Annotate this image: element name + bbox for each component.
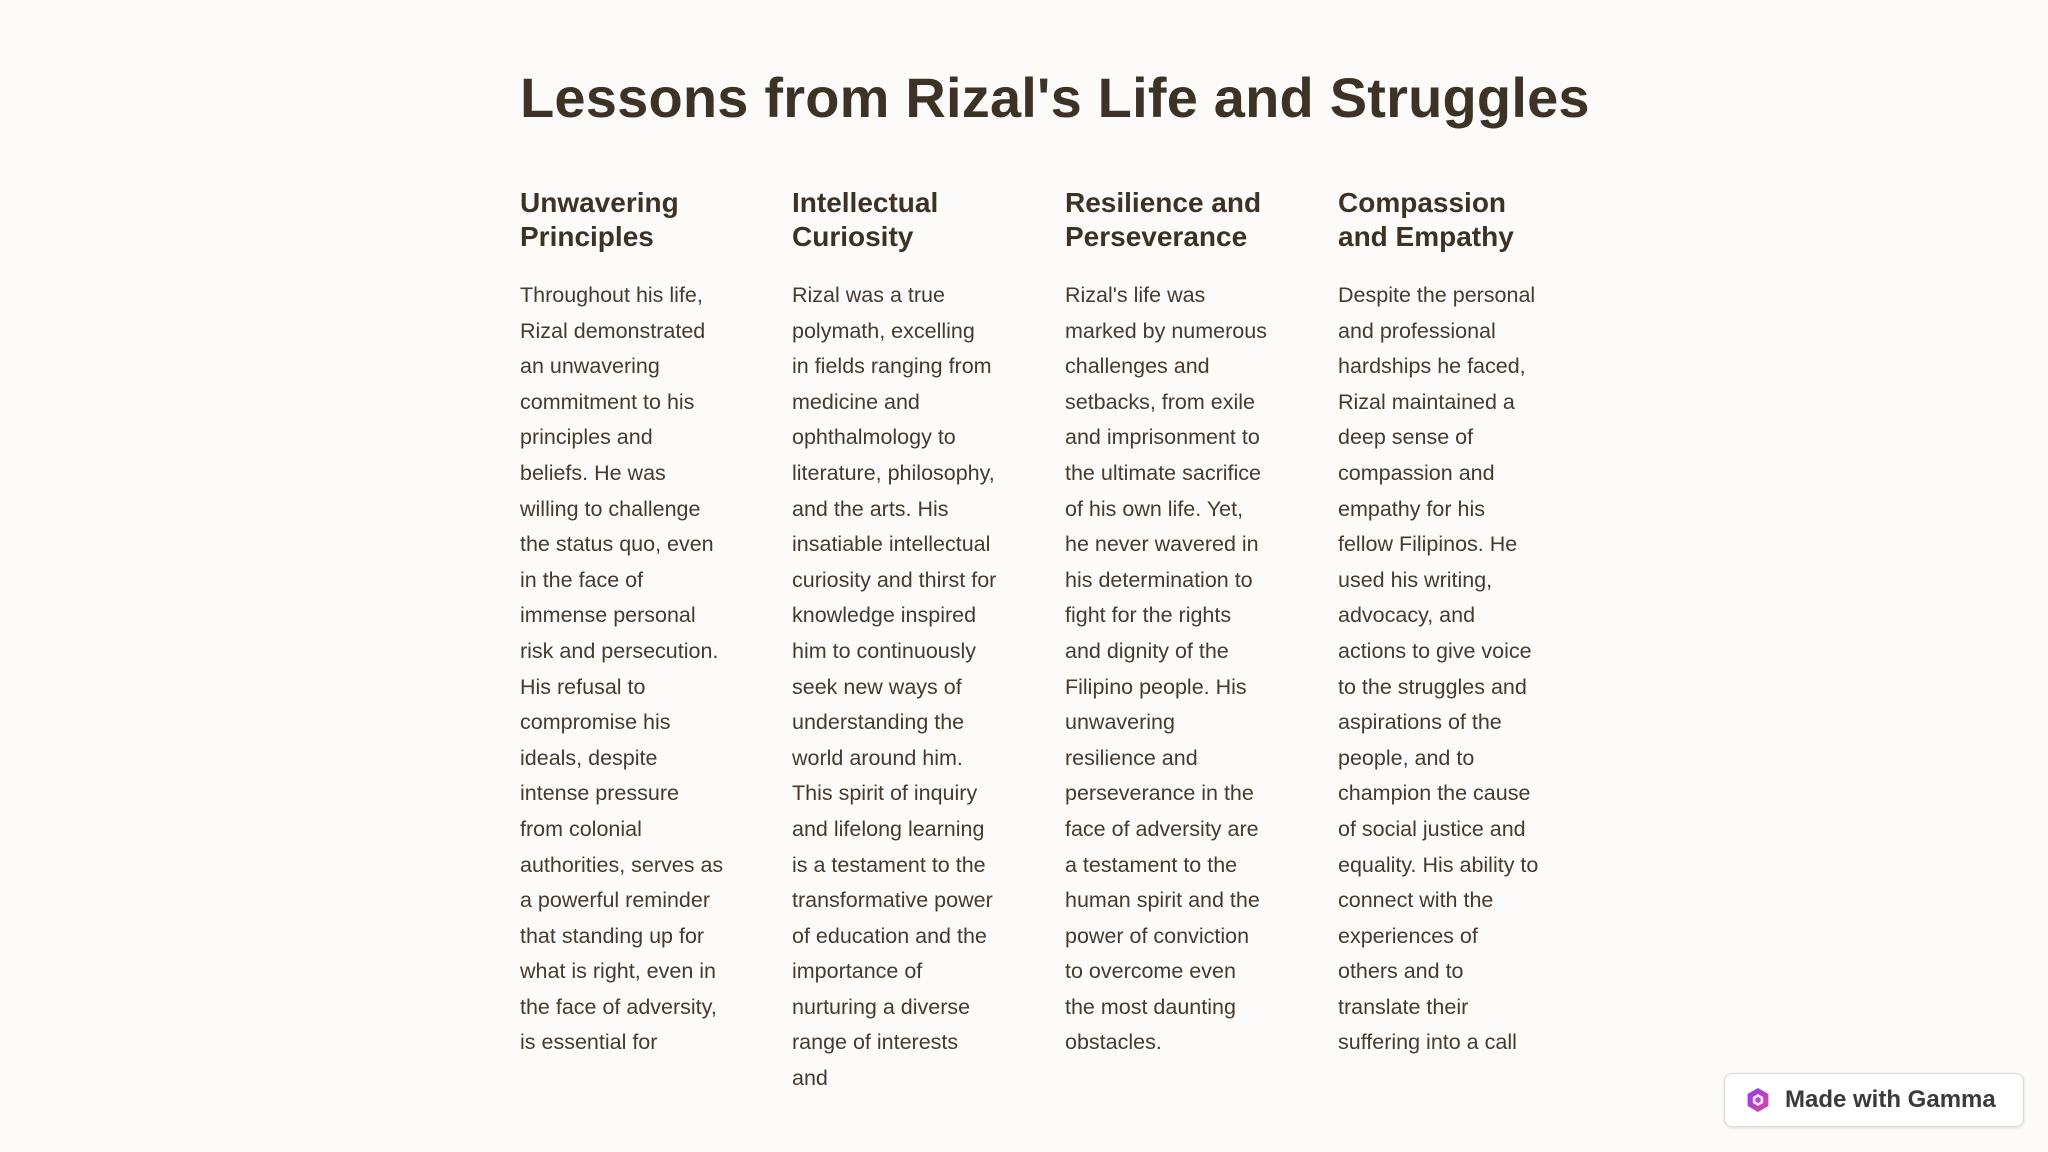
lesson-column-curiosity — [792, 186, 997, 1097]
column-body: Rizal's life was marked by numerous challenges and setbacks, from exile and imprisonment to the ultimate sacrifice of his own life. Yet, he never wavered in his determination to fight for the rights and dignity of the Filipino people. His unwavering resilience and perseverance in the face of adversity are a testament to the human spirit and the power of conviction to overcome even the most daunting obstacles. — [1065, 283, 1267, 1055]
made-with-gamma-button[interactable] — [1724, 1073, 2024, 1127]
gamma-logo-icon — [1745, 1087, 1771, 1113]
page-title: Lessons from Rizal's Life and Struggles — [520, 66, 1590, 129]
column-body: Despite the personal and professional hardships he faced, Rizal maintained a deep sense of compassion and empathy for his fellow Filipinos. He used his writing, advocacy, and actions to give voice to the struggles and aspirations of the people, and to champion the cause of social justice and equality. His ability to connect with the experiences of others and to translate their suffering into a call — [1338, 283, 1539, 1055]
lesson-column-resilience — [1065, 186, 1270, 1061]
lesson-column-compassion — [1338, 186, 1543, 1061]
column-heading: Unwavering Principles — [520, 187, 679, 252]
column-body: Rizal was a true polymath, excelling in fields ranging from medicine and ophthalmology to literature, philosophy, and the arts. His insatiable intellectual curiosity and thirst for knowledge inspired him to continuously seek new ways of understanding the world around him. This spirit of inquiry and lifelong learning is a testament to the transformative power of education and the importance of nurturing a diverse range of interests and — [792, 283, 997, 1091]
column-body: Throughout his life, Rizal demonstrated an unwavering commitment to his principles and beliefs. He was willing to challenge the status quo, even in the face of immense personal risk and persecution. His refusal to compromise his ideals, despite intense pressure from colonial authorities, serves as a powerful reminder that standing up for what is right, even in the face of adversity, is essential for — [520, 283, 724, 1055]
slide-content — [520, 62, 1590, 1091]
lesson-column-principles — [520, 186, 725, 1061]
column-heading: Resilience and Perseverance — [1065, 187, 1262, 252]
badge-label: Made with Gamma — [1785, 1086, 1996, 1113]
column-heading: Intellectual Curiosity — [792, 187, 939, 252]
column-heading: Compassion and Empathy — [1338, 187, 1514, 252]
